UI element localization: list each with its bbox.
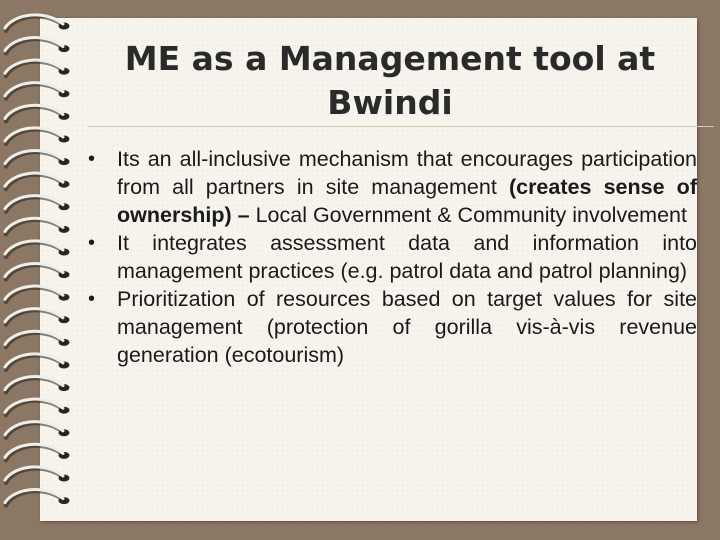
bullet-icon: •	[88, 148, 96, 170]
spiral-ring-icon	[5, 354, 70, 370]
title-line-1: ME as a Management tool at	[124, 39, 656, 78]
spiral-ring-icon	[5, 263, 70, 279]
spiral-ring-icon	[5, 196, 70, 212]
spiral-ring-icon	[5, 241, 70, 257]
spiral-ring-icon	[5, 173, 70, 189]
spiral-ring-icon	[5, 83, 70, 99]
spiral-ring-icon	[5, 331, 70, 347]
spiral-ring-icon	[5, 37, 70, 53]
bullet-item	[88, 145, 697, 229]
spiral-ring-icon	[5, 467, 70, 483]
bullet-bold-text: (creates sense of ownership) –	[117, 175, 697, 227]
bullet-list	[88, 145, 697, 369]
spiral-ring-icon	[5, 15, 70, 31]
title-divider	[88, 126, 714, 127]
spiral-ring-icon	[5, 286, 70, 302]
bullet-text: It integrates assessment data and information into management practices (e.g. patrol data and patrol planning)	[117, 231, 697, 283]
bullet-item	[88, 285, 697, 369]
bullet-text: Local Government & Community involvement	[249, 203, 687, 227]
spiral-ring-icon	[5, 489, 70, 505]
spiral-ring-icon	[5, 105, 70, 121]
spiral-ring-icon	[5, 60, 70, 76]
spiral-binding-icon	[0, 0, 80, 540]
bullet-text: Its an all-inclusive mechanism that encourages participation from all partners in site management	[117, 147, 697, 199]
bullet-text: Prioritization of resources based on target values for site management (protection of gorilla vis-à-vis revenue generation (ecotourism)	[117, 287, 697, 367]
spiral-ring-icon	[5, 399, 70, 415]
slide-title	[90, 37, 690, 125]
spiral-ring-icon	[5, 422, 70, 438]
spiral-ring-icon	[5, 218, 70, 234]
spiral-ring-icon	[5, 128, 70, 144]
spiral-ring-icon	[5, 150, 70, 166]
title-line-2: Bwindi	[327, 83, 453, 122]
spiral-ring-icon	[5, 376, 70, 392]
spiral-ring-icon	[5, 309, 70, 325]
bullet-icon: •	[88, 288, 96, 310]
bullet-icon: •	[88, 232, 96, 254]
spiral-ring-icon	[5, 444, 70, 460]
bullet-item	[88, 229, 697, 285]
